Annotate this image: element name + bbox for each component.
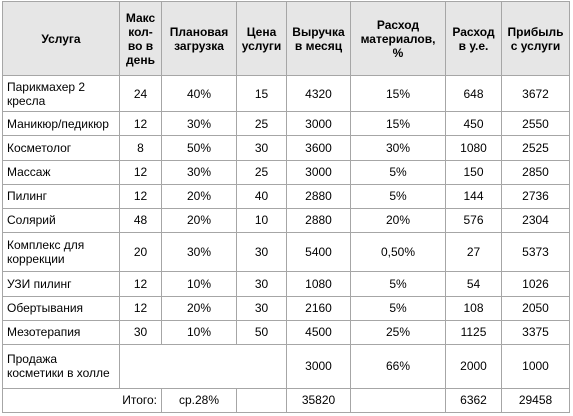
table-row — [3, 184, 570, 208]
service-name-cell: Пилинг — [3, 184, 120, 208]
materials-percent-cell: 15% — [351, 76, 446, 112]
planned-load-cell: 10% — [162, 272, 237, 296]
price-cell: 15 — [237, 76, 287, 112]
materials-percent-cell: 0,50% — [351, 232, 446, 272]
table-row — [3, 232, 570, 272]
cosmetics-sales-materials: 66% — [351, 344, 446, 388]
price-cell: 30 — [237, 296, 287, 320]
revenue-cell: 4320 — [287, 76, 351, 112]
services-table — [2, 1, 570, 413]
service-name-cell: Комплекс для коррекции — [3, 232, 120, 272]
profit-cell: 2550 — [502, 112, 570, 136]
planned-load-cell: 30% — [162, 160, 237, 184]
total-revenue: 35820 — [287, 388, 351, 412]
materials-percent-cell: 5% — [351, 296, 446, 320]
empty-cell — [237, 388, 287, 412]
header-revenue: Выручка в месяц — [287, 2, 351, 76]
price-cell: 30 — [237, 272, 287, 296]
cosmetics-sales-expense: 2000 — [446, 344, 502, 388]
max-per-day-cell: 20 — [120, 232, 162, 272]
profit-cell: 2736 — [502, 184, 570, 208]
planned-load-cell: 10% — [162, 320, 237, 344]
revenue-cell: 2160 — [287, 296, 351, 320]
header-row — [3, 2, 570, 76]
expense-cell: 1125 — [446, 320, 502, 344]
materials-percent-cell: 5% — [351, 160, 446, 184]
revenue-cell: 2880 — [287, 184, 351, 208]
max-per-day-cell: 12 — [120, 160, 162, 184]
expense-cell: 150 — [446, 160, 502, 184]
profit-cell: 2850 — [502, 160, 570, 184]
planned-load-cell: 30% — [162, 112, 237, 136]
expense-cell: 144 — [446, 184, 502, 208]
table-row — [3, 160, 570, 184]
header-profit: Прибыль с услуги — [502, 2, 570, 76]
expense-cell: 27 — [446, 232, 502, 272]
table-row — [3, 320, 570, 344]
header-materials-percent: Расход материалов, % — [351, 2, 446, 76]
revenue-cell: 1080 — [287, 272, 351, 296]
header-expense: Расход в у.е. — [446, 2, 502, 76]
expense-cell: 576 — [446, 208, 502, 232]
revenue-cell: 2880 — [287, 208, 351, 232]
service-name-cell: Обертывания — [3, 296, 120, 320]
max-per-day-cell: 12 — [120, 184, 162, 208]
revenue-cell: 4500 — [287, 320, 351, 344]
planned-load-cell: 40% — [162, 76, 237, 112]
price-cell: 25 — [237, 112, 287, 136]
table-row — [3, 76, 570, 112]
price-cell: 50 — [237, 320, 287, 344]
materials-percent-cell: 5% — [351, 184, 446, 208]
max-per-day-cell: 8 — [120, 136, 162, 160]
header-price: Цена услуги — [237, 2, 287, 76]
max-per-day-cell: 24 — [120, 76, 162, 112]
price-cell: 30 — [237, 232, 287, 272]
table-row — [3, 112, 570, 136]
expense-cell: 54 — [446, 272, 502, 296]
expense-cell: 648 — [446, 76, 502, 112]
service-name-cell: Солярий — [3, 208, 120, 232]
max-per-day-cell: 12 — [120, 112, 162, 136]
materials-percent-cell: 5% — [351, 272, 446, 296]
service-name-cell: УЗИ пилинг — [3, 272, 120, 296]
service-name-cell: Мезотерапия — [3, 320, 120, 344]
planned-load-cell: 20% — [162, 296, 237, 320]
max-per-day-cell: 30 — [120, 320, 162, 344]
profit-cell: 2050 — [502, 296, 570, 320]
materials-percent-cell: 25% — [351, 320, 446, 344]
total-load: ср.28% — [162, 388, 237, 412]
profit-cell: 2525 — [502, 136, 570, 160]
cosmetics-sales-name: Продажа косметики в холле — [3, 344, 120, 388]
header-max-per-day: Макс кол-во в день — [120, 2, 162, 76]
expense-cell: 108 — [446, 296, 502, 320]
materials-percent-cell: 30% — [351, 136, 446, 160]
service-name-cell: Массаж — [3, 160, 120, 184]
materials-percent-cell: 15% — [351, 112, 446, 136]
revenue-cell: 5400 — [287, 232, 351, 272]
header-planned-load: Плановая загрузка — [162, 2, 237, 76]
materials-percent-cell: 20% — [351, 208, 446, 232]
cosmetics-sales-revenue: 3000 — [287, 344, 351, 388]
total-profit: 29458 — [502, 388, 570, 412]
revenue-cell: 3000 — [287, 160, 351, 184]
service-name-cell: Маникюр/педикюр — [3, 112, 120, 136]
price-cell: 40 — [237, 184, 287, 208]
planned-load-cell: 30% — [162, 232, 237, 272]
max-per-day-cell: 12 — [120, 272, 162, 296]
table-row — [3, 296, 570, 320]
planned-load-cell: 20% — [162, 184, 237, 208]
planned-load-cell: 20% — [162, 208, 237, 232]
profit-cell: 3672 — [502, 76, 570, 112]
profit-cell: 5373 — [502, 232, 570, 272]
revenue-cell: 3600 — [287, 136, 351, 160]
revenue-cell: 3000 — [287, 112, 351, 136]
profit-cell: 3375 — [502, 320, 570, 344]
expense-cell: 1080 — [446, 136, 502, 160]
cosmetics-sales-row — [3, 344, 570, 388]
service-name-cell: Косметолог — [3, 136, 120, 160]
table-row — [3, 208, 570, 232]
total-row — [3, 388, 570, 412]
table-row — [3, 136, 570, 160]
profit-cell: 2304 — [502, 208, 570, 232]
max-per-day-cell: 12 — [120, 296, 162, 320]
table-row — [3, 272, 570, 296]
expense-cell: 450 — [446, 112, 502, 136]
profit-cell: 1026 — [502, 272, 570, 296]
price-cell: 10 — [237, 208, 287, 232]
cosmetics-sales-profit: 1000 — [502, 344, 570, 388]
price-cell: 30 — [237, 136, 287, 160]
price-cell: 25 — [237, 160, 287, 184]
header-service: Услуга — [3, 2, 120, 76]
empty-cell — [120, 344, 287, 388]
total-label: Итого: — [3, 388, 162, 412]
planned-load-cell: 50% — [162, 136, 237, 160]
empty-cell — [351, 388, 446, 412]
service-name-cell: Парикмахер 2 кресла — [3, 76, 120, 112]
total-expense: 6362 — [446, 388, 502, 412]
max-per-day-cell: 48 — [120, 208, 162, 232]
